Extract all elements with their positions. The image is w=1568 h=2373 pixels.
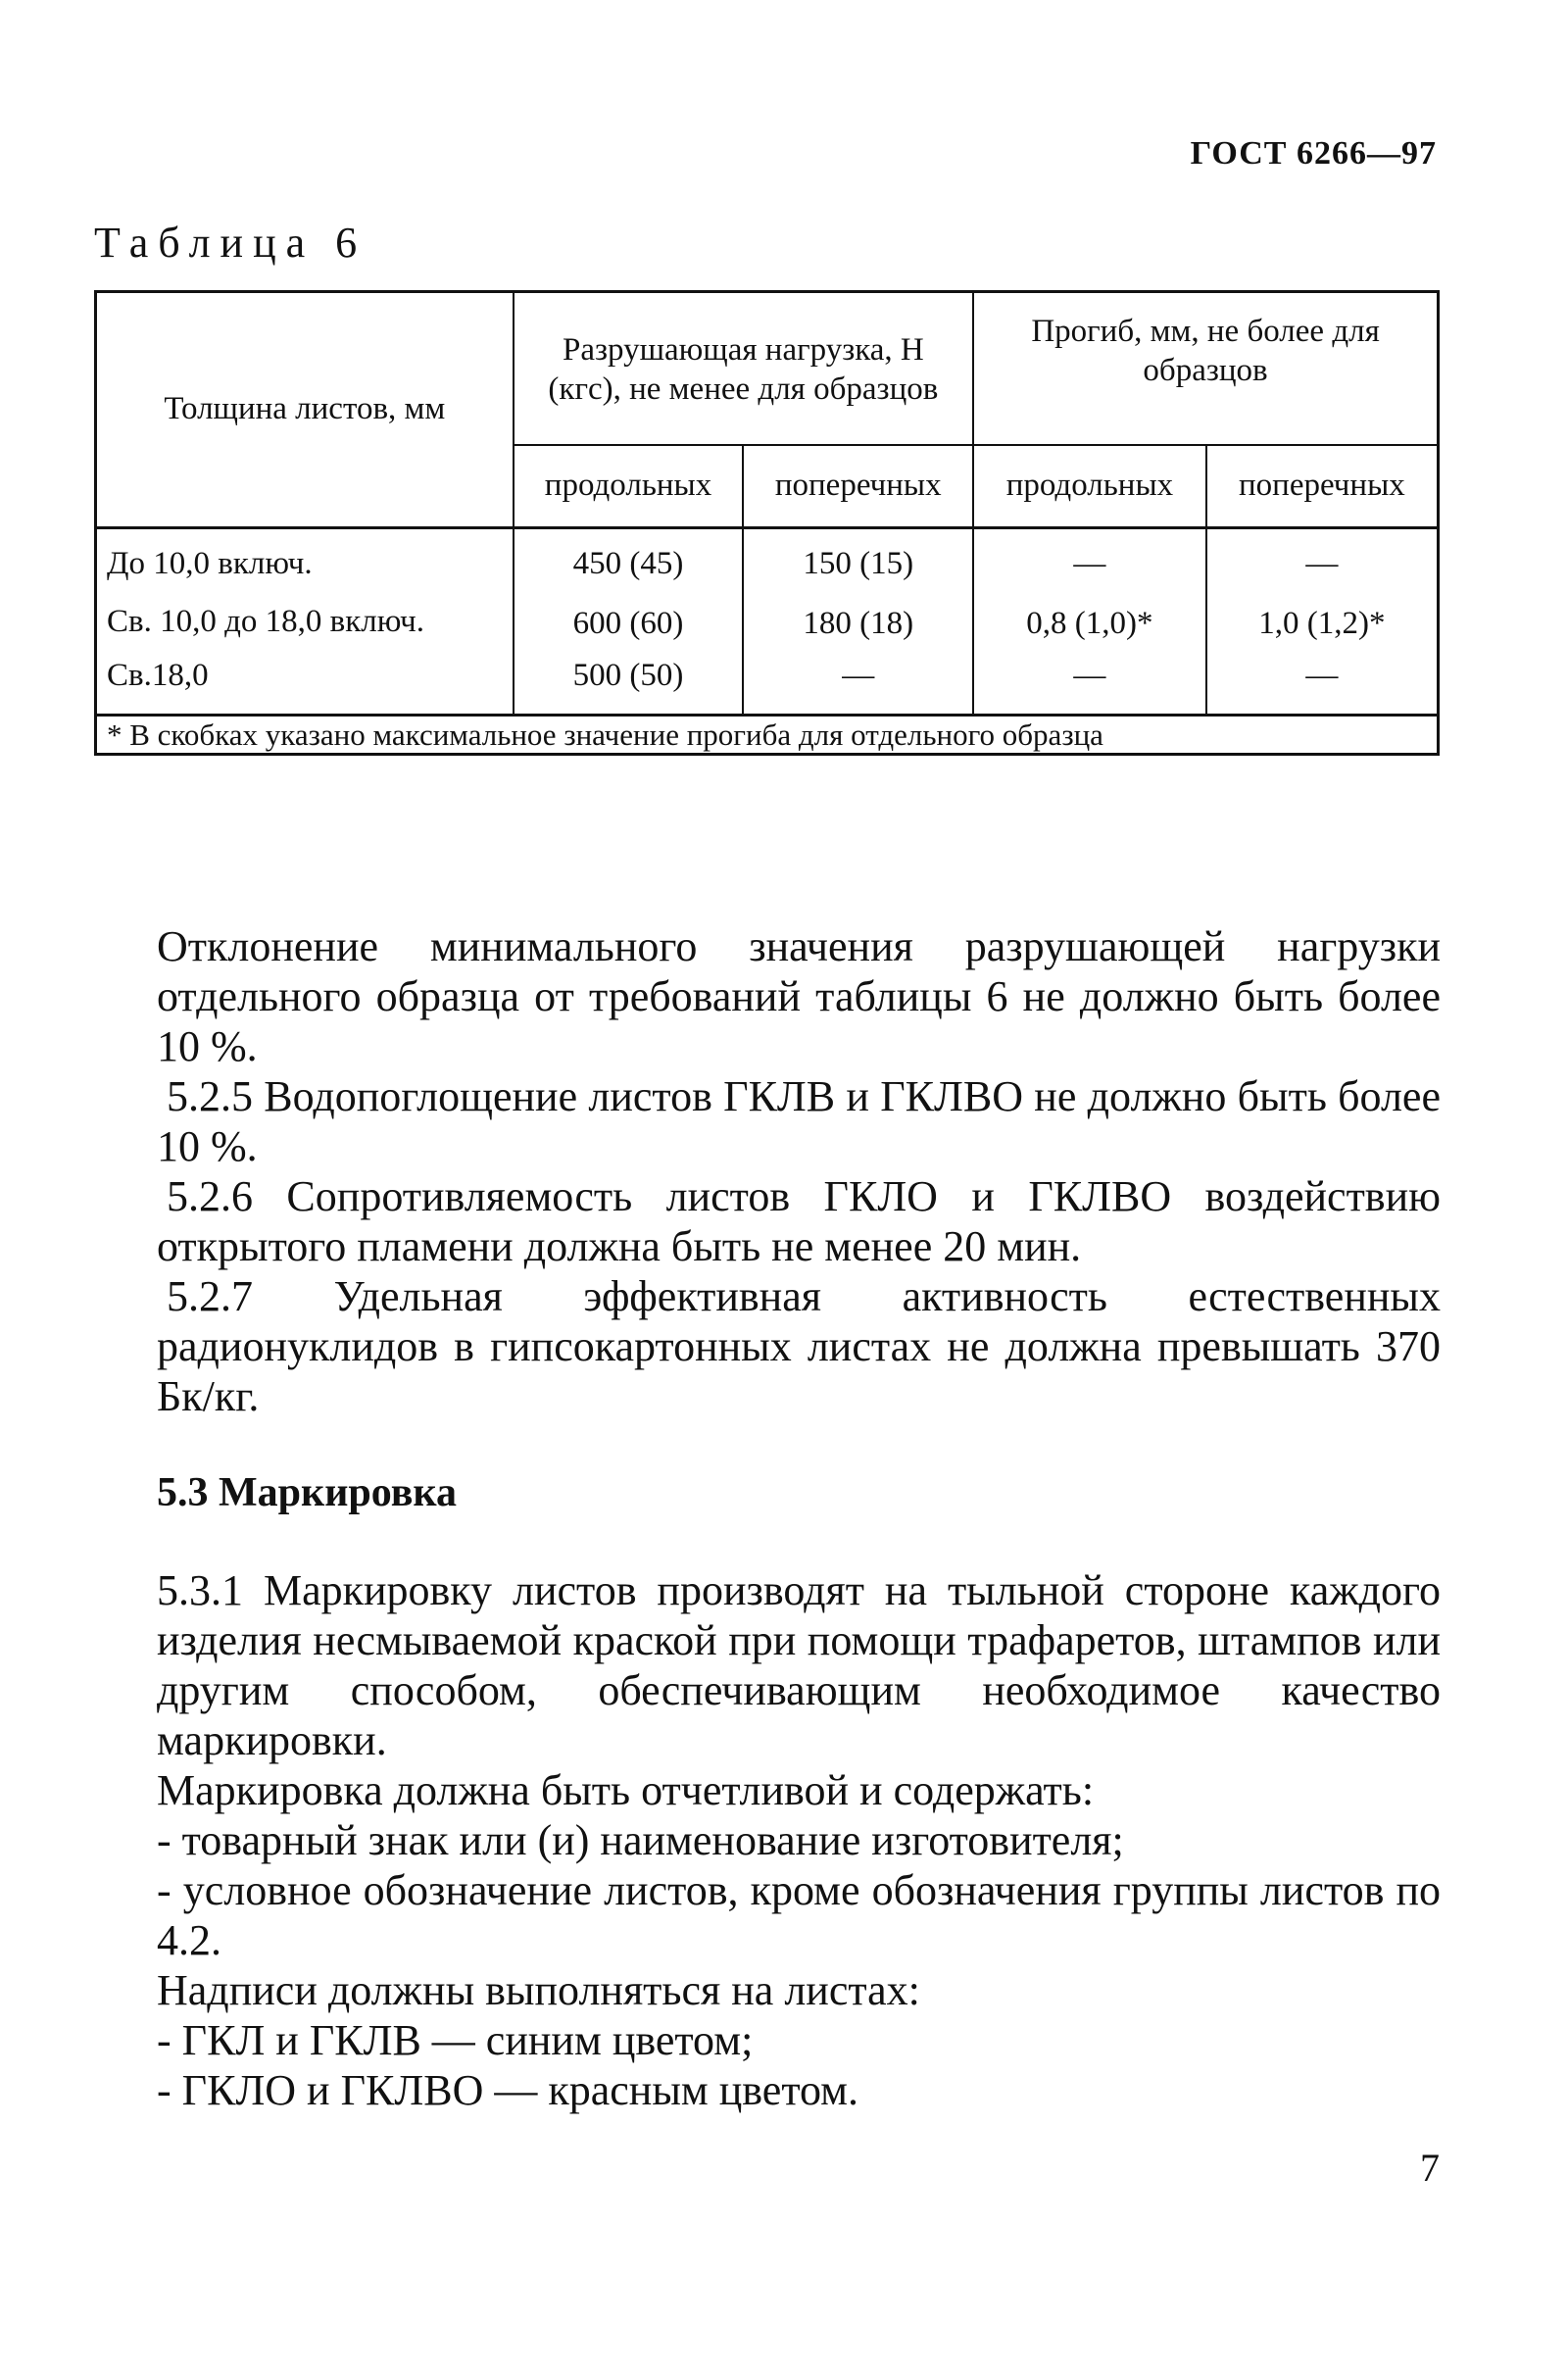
- cell-thickness: Св.18,0: [96, 643, 514, 715]
- list-item: - ГКЛ и ГКЛВ — синим цветом;: [157, 2016, 754, 2064]
- body-text: [157, 921, 1441, 2115]
- paragraph-5-2-5: 5.2.5 Водопоглощение листов ГКЛВ и ГКЛВО не должно быть более 10 %.: [157, 1072, 1441, 1170]
- cell-load-trans: 150 (15): [743, 528, 973, 594]
- cell-thickness: Св. 10,0 до 18,0 включ.: [96, 594, 514, 644]
- document-standard-header: ГОСТ 6266—97: [1190, 135, 1437, 172]
- table-row: [96, 528, 1439, 594]
- paragraph-deviation: Отклонение минимального значения разрушающей нагрузки отдельного образца от требований таблицы 6 не должно быть более 10 %.: [157, 922, 1441, 1070]
- cell-defl-long: 0,8 (1,0)*: [973, 594, 1206, 644]
- list-item: - товарный знак или (и) наименование изготовителя;: [157, 1816, 1124, 1864]
- header-deflection: Прогиб, мм, не более для образцов: [973, 292, 1438, 446]
- table-row: [96, 594, 1439, 644]
- table-6: [94, 290, 1440, 756]
- list-item: - условное обозначение листов, кроме обозначения группы листов по 4.2.: [157, 1866, 1441, 1964]
- paragraph-5-3-1: 5.3.1 Маркировку листов производят на тыльной стороне каждого изделия несмываемой краской при помощи трафаретов, штампов или другим способом, обеспечивающим необходимое качество маркировки.: [157, 1566, 1441, 1764]
- cell-load-long: 500 (50): [514, 643, 744, 715]
- table-row: [96, 643, 1439, 715]
- cell-defl-trans: —: [1206, 528, 1439, 594]
- cell-defl-trans: 1,0 (1,2)*: [1206, 594, 1439, 644]
- paragraph-5-2-6: 5.2.6 Сопротивляемость листов ГКЛО и ГКЛВО воздействию открытого пламени должна быть не менее 20 мин.: [157, 1172, 1441, 1270]
- cell-load-trans: —: [743, 643, 973, 715]
- paragraph-inscriptions: Надписи должны выполняться на листах:: [157, 1966, 920, 2014]
- subheader-deflection-longitudinal: продольных: [973, 445, 1206, 528]
- subheader-load-transverse: поперечных: [743, 445, 973, 528]
- cell-load-trans: 180 (18): [743, 594, 973, 644]
- list-item: - ГКЛО и ГКЛВО — красным цветом.: [157, 2066, 858, 2114]
- cell-load-long: 600 (60): [514, 594, 744, 644]
- cell-defl-long: —: [973, 643, 1206, 715]
- section-title-marking: 5.3 Маркировка: [157, 1470, 457, 1515]
- cell-load-long: 450 (45): [514, 528, 744, 594]
- header-load: Разрушающая нагрузка, Н (кгс), не менее для образцов: [514, 292, 973, 446]
- page-number: 7: [1420, 2146, 1440, 2190]
- cell-thickness: До 10,0 включ.: [96, 528, 514, 594]
- table-footnote: * В скобках указано максимальное значение прогиба для отдельного образца: [96, 715, 1439, 754]
- subheader-load-longitudinal: продольных: [514, 445, 744, 528]
- cell-defl-trans: —: [1206, 643, 1439, 715]
- subheader-deflection-transverse: поперечных: [1206, 445, 1439, 528]
- header-thickness: Толщина листов, мм: [96, 292, 514, 528]
- table-label: Таблица 6: [94, 219, 368, 267]
- paragraph-marking-requirements: Маркировка должна быть отчетливой и содержать:: [157, 1766, 1095, 1814]
- paragraph-5-2-7: 5.2.7 Удельная эффективная активность естественных радионуклидов в гипсокартонных листах не должна превышать 370 Бк/кг.: [157, 1272, 1441, 1420]
- cell-defl-long: —: [973, 528, 1206, 594]
